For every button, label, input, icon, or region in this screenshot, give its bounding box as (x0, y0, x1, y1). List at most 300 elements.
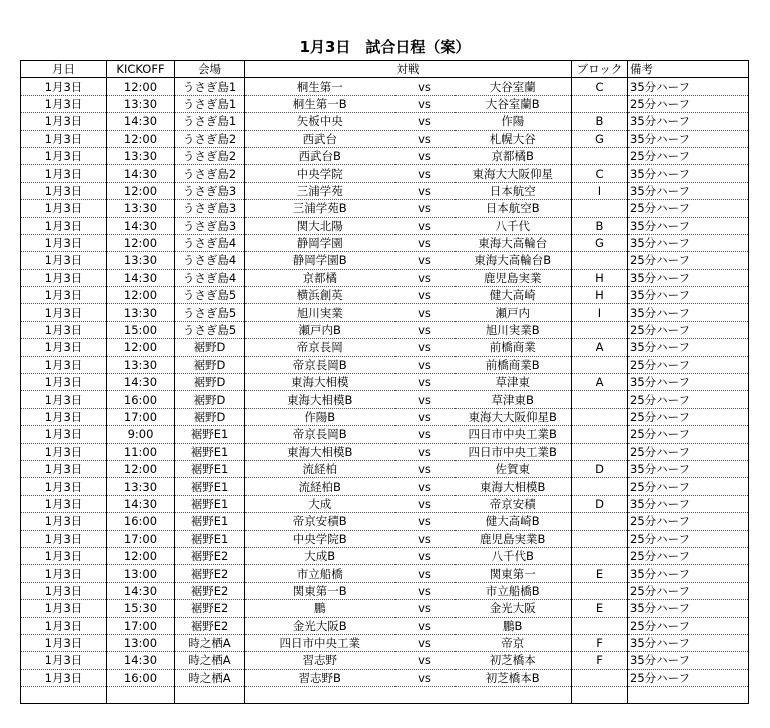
home-team-cell: 静岡学園 (245, 234, 395, 251)
venue-cell: 裾野E1 (175, 495, 245, 512)
header-match: 対戦 (245, 61, 572, 78)
note-cell: 25分ハーフ (628, 321, 749, 338)
note-cell: 25分ハーフ (628, 443, 749, 460)
kickoff-cell: 13:30 (107, 147, 175, 164)
away-team-cell: 東海大大阪仰星 (455, 165, 572, 182)
venue-cell: 裾野E2 (175, 617, 245, 634)
kickoff-cell: 12:00 (107, 547, 175, 564)
home-team-cell: 中央学院B (245, 530, 395, 547)
note-cell: 35分ハーフ (628, 130, 749, 147)
header-note: 備考 (628, 61, 749, 78)
venue-cell: うさぎ島2 (175, 130, 245, 147)
date-cell: 1月3日 (21, 408, 107, 425)
date-cell: 1月3日 (21, 147, 107, 164)
home-team-cell: 桐生第一 (245, 78, 395, 95)
date-cell: 1月3日 (21, 582, 107, 599)
home-team-cell: 横浜創英 (245, 287, 395, 304)
away-team-cell: 京都橘B (455, 147, 572, 164)
date-cell: 1月3日 (21, 669, 107, 686)
block-cell (572, 95, 628, 112)
vs-cell: vs (395, 165, 455, 182)
away-team-cell: 旭川実業B (455, 321, 572, 338)
date-cell: 1月3日 (21, 513, 107, 530)
kickoff-cell: 14:30 (107, 374, 175, 391)
venue-cell: うさぎ島5 (175, 321, 245, 338)
home-team-cell: 帝京長岡 (245, 339, 395, 356)
kickoff-cell: 13:30 (107, 356, 175, 373)
home-team-cell: 流経柏 (245, 460, 395, 477)
date-cell: 1月3日 (21, 113, 107, 130)
vs-cell: vs (395, 147, 455, 164)
kickoff-cell: 13:30 (107, 95, 175, 112)
home-team-cell: 四日市中央工業 (245, 634, 395, 651)
table-row (21, 669, 749, 686)
date-cell: 1月3日 (21, 600, 107, 617)
vs-cell: vs (395, 617, 455, 634)
date-cell: 1月3日 (21, 391, 107, 408)
block-cell (572, 356, 628, 373)
kickoff-cell: 12:00 (107, 130, 175, 147)
kickoff-cell: 13:30 (107, 478, 175, 495)
vs-cell: vs (395, 669, 455, 686)
note-cell: 35分ハーフ (628, 234, 749, 251)
block-cell: F (572, 634, 628, 651)
header-kickoff: KICKOFF (107, 61, 175, 78)
table-row (21, 234, 749, 251)
date-cell: 1月3日 (21, 234, 107, 251)
away-team-cell: 四日市中央工業B (455, 443, 572, 460)
block-cell (572, 617, 628, 634)
block-cell (572, 669, 628, 686)
table-row (21, 304, 749, 321)
kickoff-cell: 12:00 (107, 78, 175, 95)
note-cell: 25分ハーフ (628, 356, 749, 373)
away-team-cell: 東海大高輪台B (455, 252, 572, 269)
table-row (21, 634, 749, 651)
table-row (21, 530, 749, 547)
vs-cell: vs (395, 356, 455, 373)
date-cell: 1月3日 (21, 374, 107, 391)
kickoff-cell: 15:00 (107, 321, 175, 338)
home-team-cell: 静岡学園B (245, 252, 395, 269)
block-cell (572, 321, 628, 338)
block-cell: E (572, 600, 628, 617)
venue-cell: 裾野D (175, 391, 245, 408)
venue-cell: うさぎ島2 (175, 147, 245, 164)
away-team-cell: 鹿児島実業B (455, 530, 572, 547)
note-cell: 35分ハーフ (628, 304, 749, 321)
table-row (21, 252, 749, 269)
date-cell: 1月3日 (21, 530, 107, 547)
venue-cell: うさぎ島3 (175, 200, 245, 217)
away-team-cell: 四日市中央工業B (455, 426, 572, 443)
date-cell: 1月3日 (21, 565, 107, 582)
home-team-cell: 習志野 (245, 652, 395, 669)
header-venue: 会場 (175, 61, 245, 78)
note-cell: 25分ハーフ (628, 252, 749, 269)
block-cell: F (572, 652, 628, 669)
kickoff-cell: 13:30 (107, 252, 175, 269)
table-row (21, 495, 749, 512)
home-team-cell: 桐生第一B (245, 95, 395, 112)
vs-cell: vs (395, 374, 455, 391)
note-cell: 35分ハーフ (628, 269, 749, 286)
block-cell: H (572, 269, 628, 286)
block-cell: H (572, 287, 628, 304)
kickoff-cell: 11:00 (107, 443, 175, 460)
venue-cell: うさぎ島4 (175, 234, 245, 251)
venue-cell: 裾野E2 (175, 565, 245, 582)
vs-cell: vs (395, 513, 455, 530)
block-cell (572, 426, 628, 443)
table-row (21, 147, 749, 164)
home-team-cell: 作陽B (245, 408, 395, 425)
venue-cell: 裾野E1 (175, 426, 245, 443)
block-cell: G (572, 234, 628, 251)
venue-cell: 裾野E2 (175, 547, 245, 564)
note-cell: 25分ハーフ (628, 426, 749, 443)
home-team-cell: 帝京安積B (245, 513, 395, 530)
vs-cell: vs (395, 547, 455, 564)
note-cell: 35分ハーフ (628, 287, 749, 304)
away-team-cell: 日本航空B (455, 200, 572, 217)
home-team-cell: 矢板中央 (245, 113, 395, 130)
home-team-cell: 東海大相模B (245, 443, 395, 460)
table-row (21, 391, 749, 408)
block-cell: I (572, 182, 628, 199)
block-cell: G (572, 130, 628, 147)
table-row (21, 600, 749, 617)
vs-cell: vs (395, 78, 455, 95)
kickoff-cell (107, 687, 175, 704)
home-team-cell: 瀬戸内B (245, 321, 395, 338)
note-cell: 25分ハーフ (628, 582, 749, 599)
venue-cell: 時之栖A (175, 669, 245, 686)
kickoff-cell: 12:00 (107, 339, 175, 356)
block-cell: C (572, 78, 628, 95)
venue-cell: うさぎ島4 (175, 269, 245, 286)
away-team-cell: 札幌大谷 (455, 130, 572, 147)
note-cell: 25分ハーフ (628, 391, 749, 408)
home-team-cell: 金光大阪B (245, 617, 395, 634)
table-row (21, 339, 749, 356)
venue-cell: うさぎ島2 (175, 165, 245, 182)
vs-cell: vs (395, 652, 455, 669)
block-cell (572, 408, 628, 425)
kickoff-cell: 17:00 (107, 617, 175, 634)
venue-cell: 裾野D (175, 374, 245, 391)
kickoff-cell: 14:30 (107, 495, 175, 512)
kickoff-cell: 13:30 (107, 200, 175, 217)
away-team-cell: 作陽 (455, 113, 572, 130)
away-team-cell: 市立船橋B (455, 582, 572, 599)
home-team-cell: 大成B (245, 547, 395, 564)
date-cell: 1月3日 (21, 634, 107, 651)
note-cell: 35分ハーフ (628, 460, 749, 477)
note-cell (628, 687, 749, 704)
away-team-cell: 帝京 (455, 634, 572, 651)
note-cell: 35分ハーフ (628, 495, 749, 512)
kickoff-cell: 12:00 (107, 460, 175, 477)
date-cell: 1月3日 (21, 269, 107, 286)
table-row (21, 426, 749, 443)
date-cell: 1月3日 (21, 426, 107, 443)
vs-cell: vs (395, 426, 455, 443)
vs-cell: vs (395, 95, 455, 112)
table-row (21, 547, 749, 564)
away-team-cell: 瀬戸内 (455, 304, 572, 321)
header-date: 月日 (21, 61, 107, 78)
kickoff-cell: 17:00 (107, 408, 175, 425)
date-cell: 1月3日 (21, 478, 107, 495)
table-row (21, 617, 749, 634)
kickoff-cell: 16:00 (107, 513, 175, 530)
note-cell: 35分ハーフ (628, 113, 749, 130)
table-row (21, 408, 749, 425)
date-cell: 1月3日 (21, 200, 107, 217)
note-cell: 35分ハーフ (628, 217, 749, 234)
kickoff-cell: 12:00 (107, 182, 175, 199)
block-cell: I (572, 304, 628, 321)
note-cell: 35分ハーフ (628, 339, 749, 356)
kickoff-cell: 14:30 (107, 269, 175, 286)
kickoff-cell: 13:30 (107, 304, 175, 321)
away-team-cell: 初芝橋本B (455, 669, 572, 686)
note-cell: 25分ハーフ (628, 478, 749, 495)
away-team-cell: 八千代 (455, 217, 572, 234)
note-cell: 25分ハーフ (628, 547, 749, 564)
away-team-cell: 関東第一 (455, 565, 572, 582)
block-cell (572, 200, 628, 217)
date-cell: 1月3日 (21, 165, 107, 182)
away-team-cell: 佐賀東 (455, 460, 572, 477)
vs-cell: vs (395, 530, 455, 547)
block-cell (572, 252, 628, 269)
venue-cell: 時之栖A (175, 634, 245, 651)
note-cell: 35分ハーフ (628, 600, 749, 617)
date-cell: 1月3日 (21, 339, 107, 356)
away-team-cell: 前橋商業B (455, 356, 572, 373)
table-row (21, 217, 749, 234)
home-team-cell: 市立船橋 (245, 565, 395, 582)
venue-cell: うさぎ島3 (175, 182, 245, 199)
vs-cell: vs (395, 234, 455, 251)
venue-cell: うさぎ島1 (175, 113, 245, 130)
date-cell: 1月3日 (21, 182, 107, 199)
vs-cell: vs (395, 269, 455, 286)
venue-cell: うさぎ島1 (175, 95, 245, 112)
block-cell (572, 478, 628, 495)
date-cell: 1月3日 (21, 460, 107, 477)
vs-cell: vs (395, 252, 455, 269)
home-team-cell: 帝京長岡B (245, 426, 395, 443)
vs-cell: vs (395, 287, 455, 304)
block-cell: B (572, 113, 628, 130)
away-team-cell: 八千代B (455, 547, 572, 564)
vs-cell: vs (395, 391, 455, 408)
table-row (21, 182, 749, 199)
date-cell: 1月3日 (21, 617, 107, 634)
away-team-cell: 鹿児島実業 (455, 269, 572, 286)
block-cell: A (572, 374, 628, 391)
home-team-cell: 帝京長岡B (245, 356, 395, 373)
kickoff-cell: 14:30 (107, 113, 175, 130)
kickoff-cell: 12:00 (107, 234, 175, 251)
table-row (21, 356, 749, 373)
vs-cell: vs (395, 600, 455, 617)
table-row (21, 287, 749, 304)
note-cell: 35分ハーフ (628, 182, 749, 199)
home-team-cell: 中央学院 (245, 165, 395, 182)
venue-cell: 裾野E2 (175, 600, 245, 617)
note-cell: 25分ハーフ (628, 95, 749, 112)
date-cell: 1月3日 (21, 321, 107, 338)
block-cell (572, 513, 628, 530)
home-team-cell: 三浦学苑B (245, 200, 395, 217)
block-cell (572, 443, 628, 460)
vs-cell: vs (395, 217, 455, 234)
vs-cell: vs (395, 113, 455, 130)
venue-cell: うさぎ島5 (175, 287, 245, 304)
date-cell: 1月3日 (21, 130, 107, 147)
date-cell: 1月3日 (21, 78, 107, 95)
table-row (21, 582, 749, 599)
home-team-cell: 旭川実業 (245, 304, 395, 321)
note-cell: 25分ハーフ (628, 147, 749, 164)
date-cell: 1月3日 (21, 443, 107, 460)
table-row (21, 374, 749, 391)
away-team-cell: 初芝橋本 (455, 652, 572, 669)
venue-cell: 裾野D (175, 356, 245, 373)
schedule-table (20, 60, 749, 704)
table-row (21, 269, 749, 286)
note-cell: 35分ハーフ (628, 78, 749, 95)
table-row (21, 78, 749, 95)
page-title: 1月3日 試合日程（案） (299, 38, 471, 56)
away-team-cell: 東海大高輪台 (455, 234, 572, 251)
home-team-cell: 西武台B (245, 147, 395, 164)
vs-cell: vs (395, 478, 455, 495)
kickoff-cell: 13:00 (107, 634, 175, 651)
home-team-cell: 関東第一B (245, 582, 395, 599)
away-team-cell: 大谷室蘭B (455, 95, 572, 112)
venue-cell: うさぎ島5 (175, 304, 245, 321)
block-cell: D (572, 495, 628, 512)
note-cell: 35分ハーフ (628, 374, 749, 391)
kickoff-cell: 14:30 (107, 217, 175, 234)
kickoff-cell: 9:00 (107, 426, 175, 443)
venue-cell: 裾野E1 (175, 460, 245, 477)
note-cell: 35分ハーフ (628, 165, 749, 182)
vs-cell: vs (395, 130, 455, 147)
away-team-cell: 鵬B (455, 617, 572, 634)
header-row (21, 61, 749, 78)
vs-cell: vs (395, 565, 455, 582)
block-cell (572, 582, 628, 599)
venue-cell (175, 687, 245, 704)
block-cell (572, 391, 628, 408)
block-cell (572, 547, 628, 564)
away-team-cell: 前橋商業 (455, 339, 572, 356)
date-cell: 1月3日 (21, 547, 107, 564)
vs-cell: vs (395, 304, 455, 321)
vs-cell: vs (395, 582, 455, 599)
table-row (21, 95, 749, 112)
venue-cell: 裾野E2 (175, 582, 245, 599)
venue-cell: うさぎ島3 (175, 217, 245, 234)
note-cell: 25分ハーフ (628, 200, 749, 217)
date-cell: 1月3日 (21, 356, 107, 373)
date-cell: 1月3日 (21, 252, 107, 269)
table-row (21, 165, 749, 182)
table-row (21, 565, 749, 582)
table-row (21, 478, 749, 495)
away-team-cell: 帝京安積 (455, 495, 572, 512)
block-cell: E (572, 565, 628, 582)
venue-cell: 時之栖A (175, 652, 245, 669)
block-cell: B (572, 217, 628, 234)
away-team-cell: 大谷室蘭 (455, 78, 572, 95)
block-cell (572, 530, 628, 547)
table-row (21, 513, 749, 530)
venue-cell: 裾野E1 (175, 530, 245, 547)
venue-cell: 裾野E1 (175, 478, 245, 495)
date-cell: 1月3日 (21, 304, 107, 321)
away-team-cell: 東海大大阪仰星B (455, 408, 572, 425)
away-team-cell: 日本航空 (455, 182, 572, 199)
venue-cell: 裾野E1 (175, 443, 245, 460)
venue-cell: 裾野D (175, 408, 245, 425)
vs-cell: vs (395, 634, 455, 651)
date-cell: 1月3日 (21, 217, 107, 234)
away-team-cell: 健大高崎 (455, 287, 572, 304)
table-row (21, 321, 749, 338)
home-team-cell: 流経柏B (245, 478, 395, 495)
kickoff-cell: 16:00 (107, 391, 175, 408)
table-row (21, 113, 749, 130)
kickoff-cell: 13:00 (107, 565, 175, 582)
block-cell (572, 147, 628, 164)
venue-cell: 裾野D (175, 339, 245, 356)
note-cell: 35分ハーフ (628, 634, 749, 651)
venue-cell: うさぎ島4 (175, 252, 245, 269)
kickoff-cell: 12:00 (107, 287, 175, 304)
away-team-cell: 東海大相模B (455, 478, 572, 495)
away-team-cell: 草津東B (455, 391, 572, 408)
vs-cell: vs (395, 200, 455, 217)
note-cell: 25分ハーフ (628, 617, 749, 634)
vs-cell: vs (395, 408, 455, 425)
block-cell: C (572, 165, 628, 182)
away-team-cell (455, 687, 572, 704)
date-cell (21, 687, 107, 704)
note-cell: 25分ハーフ (628, 669, 749, 686)
header-block: ブロック (572, 61, 628, 78)
vs-cell: vs (395, 339, 455, 356)
home-team-cell (245, 687, 395, 704)
note-cell: 25分ハーフ (628, 530, 749, 547)
table-row (21, 652, 749, 669)
kickoff-cell: 14:30 (107, 165, 175, 182)
kickoff-cell: 14:30 (107, 652, 175, 669)
vs-cell: vs (395, 321, 455, 338)
vs-cell: vs (395, 495, 455, 512)
home-team-cell: 大成 (245, 495, 395, 512)
table-row (21, 130, 749, 147)
venue-cell: 裾野E1 (175, 513, 245, 530)
away-team-cell: 金光大阪 (455, 600, 572, 617)
vs-cell: vs (395, 443, 455, 460)
